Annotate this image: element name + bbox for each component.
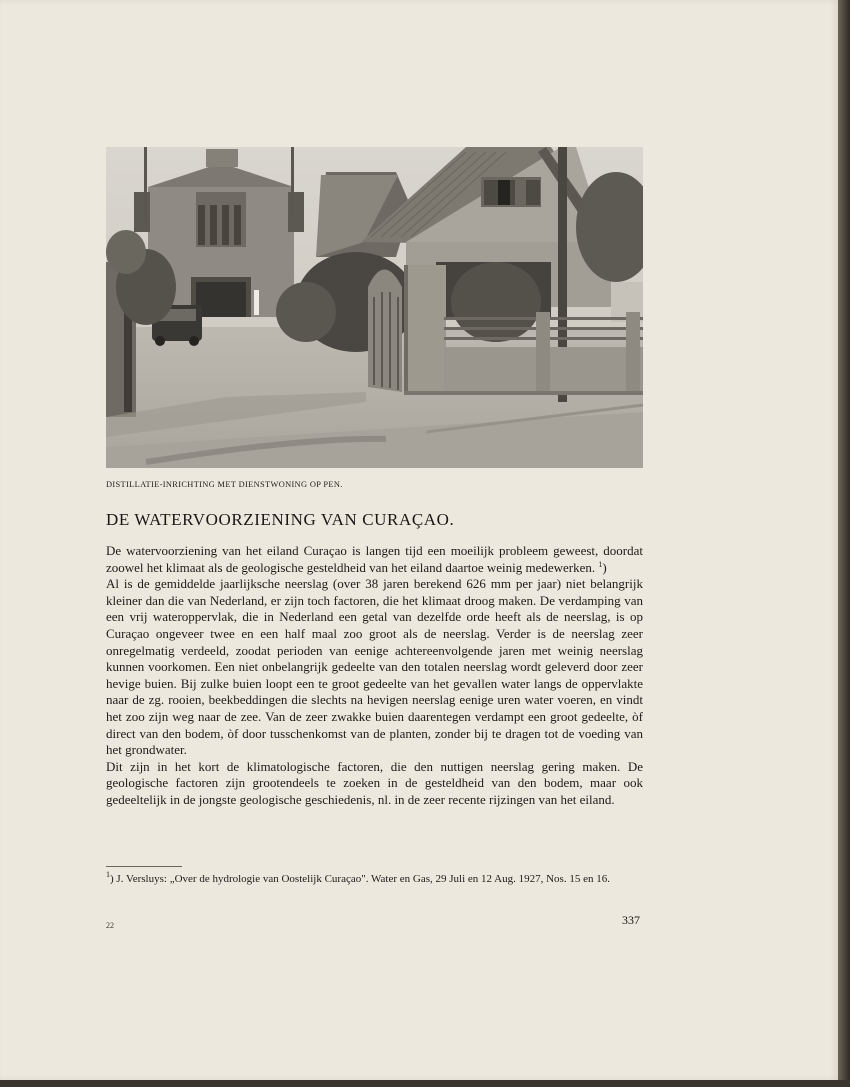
page-number: 337 (622, 913, 640, 927)
signature-mark: 22 (106, 921, 114, 930)
footnote-marker-suffix: ) (110, 873, 114, 885)
article-body (106, 543, 643, 809)
paragraph: Dit zijn in het kort de klimatologische factoren, die den nuttigen neerslag gering maken. De geologische factoren zijn grootendeels te zoeken in de gesteldheid van den bodem, maar ook gedeeltelijk in de jongste geologische geschiedenis, nl. in de zeer recente rijzingen van het eiland. (106, 758, 643, 807)
footnote-reference-suffix: ) (602, 559, 607, 575)
footnote-marker: 1 (106, 870, 110, 879)
footnote-text: J. Versluys: „Over de hydrologie van Oostelijk Curaçao". Water en Gas, 29 Juli en 12 Aug. 1927, Nos. 15 en 16. (116, 873, 610, 885)
article-title: DE WATERVOORZIENING VAN CURAÇAO. (106, 510, 455, 529)
photo-caption: DISTILLATIE-INRICHTING MET DIENSTWONING OP PEN. (106, 480, 343, 489)
photograph-icon (106, 147, 643, 468)
footnote (106, 872, 643, 887)
paragraph-text: De watervoorziening van het eiland Curaçao is langen tijd een moeilijk probleem geweest, doordat zoowel het klimaat als de geologische gesteldheid van het eiland daartoe weinig medewerken. (106, 543, 643, 575)
paragraph (106, 543, 643, 576)
page-edge (838, 0, 850, 1087)
photograph (106, 147, 643, 468)
footnote-reference[interactable]: 1 (598, 559, 603, 569)
paragraph: Al is de gemiddelde jaarlijksche neerslag (over 38 jaren berekend 626 mm per jaar) niet belangrijk kleiner dan die van Nederland, er zijn toch factoren, die het klimaat droog maken. De verdamping van een vrij wateroppervlak, die in Nederland een getal van dezelfde orde heeft als de neerslag, is op Curaçao ongeveer twee en een half maal zoo groot als de neerslag. Verder is de neerslag zeer onregelmatig verdeeld, zoodat perioden van eenige achtereenvolgende jaren met weinig neerslag kunnen voorkomen. Een niet onbelangrijk gedeelte van den totalen neerslag wordt geleverd door zeer hevige buien. Bij zulke buien loopt een te groot gedeelte van het gevallen water langs de oppervlakte naar de zg. rooien, beekbeddingen die slechts na hevigen neerslag eenige uren water voeren, en vindt het zoo zijn weg naar de zee. Van de zeer zwakke buien daarentegen verdampt een groot gedeelte, òf direct van den bodem, òf door tusschenkomst van de planten, zonder bij te dragen tot de voeding van het grondwater. (106, 576, 643, 758)
page-edge-bottom (0, 1080, 850, 1087)
footnote-divider (106, 866, 182, 867)
